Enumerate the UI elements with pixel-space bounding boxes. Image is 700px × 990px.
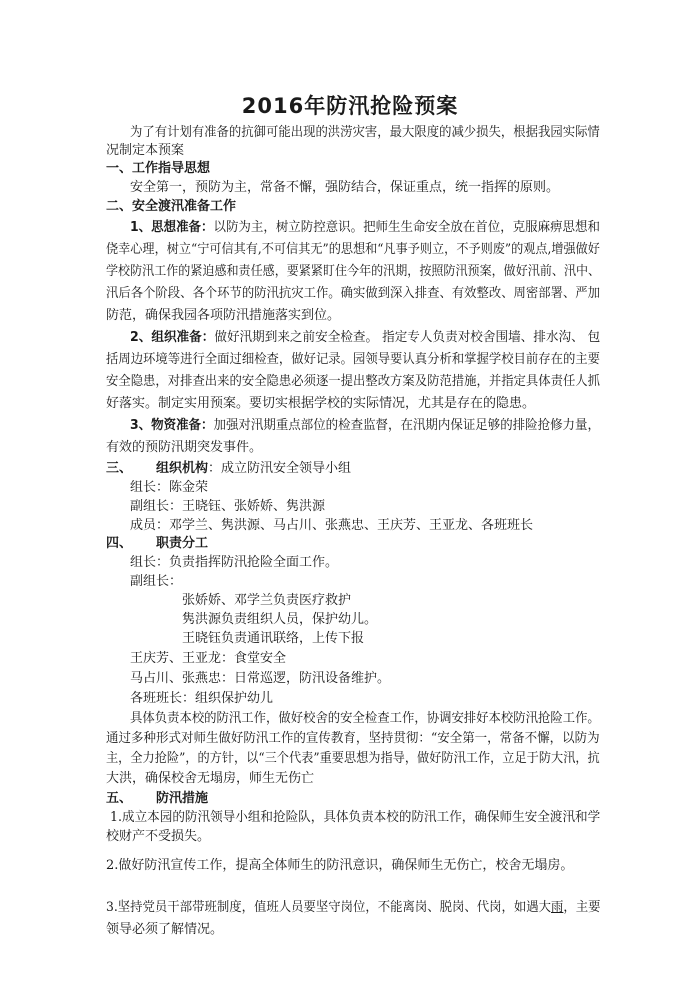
item-2-first-line (130, 329, 600, 347)
item-2-text: 做好汛期到来之前安全检查。 指定专人负责对校舍围墙、排水沟、 包 (214, 330, 601, 345)
item-1-first-line (130, 219, 600, 237)
measure-1-line-2: 校财产不受损失。 (106, 829, 211, 844)
section-3-label: 组织机构 (156, 461, 209, 476)
measure-3-line-2: 领导必须了解情况。 (106, 922, 224, 937)
section-1-text: 安全第一，预防为主，常备不懈，强防结合，保证重点，统一指挥的原则。 (130, 180, 560, 195)
item-1-line-3: 学校防汛工作的紧迫感和责任感，要紧紧盯住今年的汛期，按照防汛预案，做好汛前、汛中、 (106, 264, 601, 279)
duty-deputy-line-3: 王晓钰负责通讯联络，上传下报 (182, 631, 365, 646)
measure-3-underlined: 雨 (550, 900, 564, 915)
item-2-label: 2、组织准备： (130, 330, 215, 345)
item-1-line-2: 侥幸心理，树立“宁可信其有,不可信其无”的思想和“凡事予则立，不予则废”的观点,增强做好 (106, 242, 600, 257)
duty-paragraph-line-2: 通过多种形式对师生做好防汛工作的宣传教育，坚持贯彻：“安全第一，常备不懈，以防为 (106, 731, 600, 746)
item-1-text: 以防为主，树立防控意识。把师生生命安全放在首位，克服麻痹思想和 (213, 220, 600, 235)
section-1-heading: 一、工作指导思想 (106, 161, 211, 176)
intro-line-2: 况制定本预案 (106, 143, 185, 158)
section-5-label: 防汛措施 (156, 791, 209, 806)
duty-deputy-line-1: 张娇娇、邓学兰负责医疗救护 (182, 593, 352, 608)
item-3-line-2: 有效的预防汛期突发事件。 (106, 440, 263, 455)
group-leader: 组长：陈金荣 (130, 480, 209, 495)
section-5-number: 五、 (106, 791, 133, 806)
duty-class: 各班班长：组织保护幼儿 (130, 691, 274, 706)
item-3-first-line (130, 417, 600, 435)
intro-line-1: 为了有计划有准备的抗御可能出现的洪涝灾害，最大限度的减少损失，根据我园实际情 (130, 125, 600, 140)
item-3-text: 加强对汛期重点部位的检查监督，在汛期内保证足够的排险抢修力量， (213, 418, 600, 433)
duty-paragraph-line-3: 主，全力抢险”，的方针，以“三个代表”重要思想为指导，做好防汛工作，立足于防大汛，抗 (106, 751, 600, 766)
duty-deputy-line-2: 隽洪源负责组织人员，保护幼儿。 (182, 612, 378, 627)
measure-1-line-1: 1.成立本园的防汛领导小组和抢险队，具体负责本校的防汛工作，确保师生安全渡汛和学 (110, 810, 601, 825)
measure-3-text-a: 3.坚持党员干部带班制度，值班人员要坚守岗位，不能离岗、脱岗、代岗，如遇大 (106, 900, 551, 915)
section-3-rest: ：成立防汛安全领导小组 (208, 461, 352, 476)
document-title: 2016年防汛抢险预案 (241, 94, 459, 118)
duty-paragraph-line-1: 具体负责本校的防汛工作，做好校舍的安全检查工作，协调安排好本校防汛抢险工作。 (130, 711, 600, 726)
section-3-number: 三、 (106, 461, 133, 476)
duty-deputy-label: 副组长： (130, 574, 183, 589)
group-deputy: 副组长：王晓钰、张娇娇、隽洪源 (130, 499, 326, 514)
duty-patrol: 马占川、张燕忠：日常巡逻，防汛设备维护。 (130, 671, 391, 686)
section-4-heading (106, 535, 208, 553)
duty-paragraph-line-4: 大洪，确保校舍无塌房，师生无伤亡 (106, 771, 315, 786)
duty-leader: 组长：负责指挥防汛抢险全面工作。 (130, 555, 339, 570)
item-2-line-4: 好落实。制定实用预案。要切实根据学校的实际情况，尤其是存在的隐患。 (106, 396, 536, 411)
measure-3-text-b: ，主要 (563, 900, 601, 915)
item-1-line-5: 防范，确保我园各项防汛措施落实到位。 (106, 308, 341, 323)
item-3-label: 3、物资准备： (130, 418, 214, 433)
item-2-line-3: 安全隐患，对排查出来的安全隐患必须逐一提出整改方案及防范措施，并指定具体责任人抓 (106, 374, 601, 389)
item-2-line-2: 括周边环境等进行全面过细检查，做好记录。园领导要认真分析和掌握学校目前存在的主要 (106, 352, 601, 367)
item-1-label: 1、思想准备： (130, 220, 214, 235)
section-4-number: 四、 (106, 536, 133, 551)
section-4-label: 职责分工 (156, 536, 209, 551)
measure-3-line-1 (106, 899, 601, 917)
group-members: 成员：邓学兰、隽洪源、马占川、张燕忠、王庆芳、王亚龙、各班班长 (130, 518, 534, 533)
section-5-heading (106, 790, 208, 808)
section-3-heading (106, 460, 351, 478)
item-1-line-4: 汛后各个阶段、各个环节的防汛抗灾工作。确实做到深入排查、有效整改、周密部署、严加 (106, 286, 601, 301)
measure-2: 2.做好防汛宣传工作，提高全体师生的防汛意识，确保师生无伤亡，校舍无塌房。 (106, 858, 574, 873)
duty-food: 王庆芳、王亚龙：食堂安全 (130, 651, 287, 666)
section-2-heading: 二、安全渡汛准备工作 (106, 199, 237, 214)
